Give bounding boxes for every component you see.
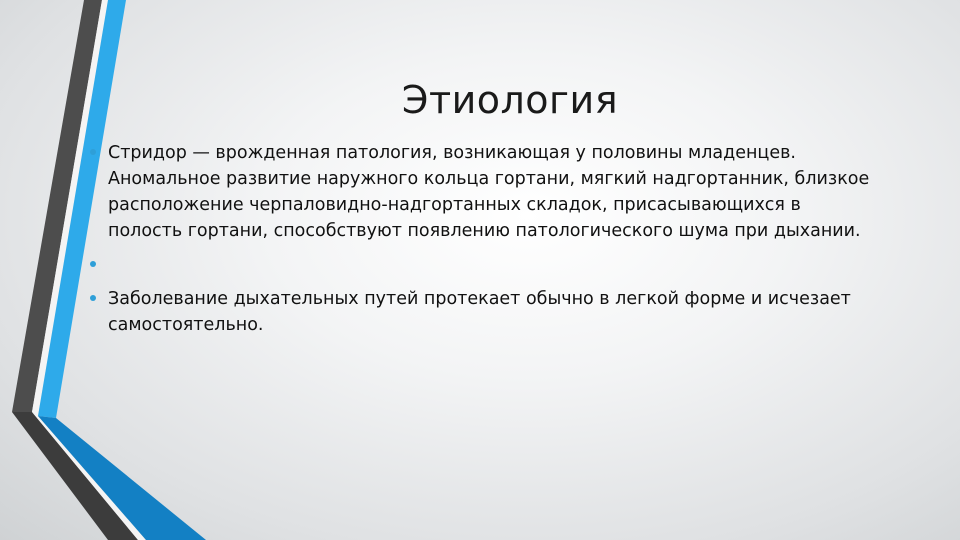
list-item — [90, 140, 870, 244]
slide-title: Этиология — [401, 78, 619, 122]
bullet-list — [90, 140, 870, 346]
bullet-text: Стридор — врожденная патология, возникающая у половины младенцев. Аномальное развитие наружного кольца гортани, мягкий надгортанник, близкое расположение черпаловидно-надгортанных складок, присасывающихся в полость гортани, способствуют появлению патологического шума при дыхании. — [108, 143, 870, 241]
bullet-icon — [90, 295, 96, 301]
bullet-text: Заболевание дыхательных путей протекает обычно в легкой форме и исчезает самостоятельно. — [108, 289, 851, 335]
bullet-icon — [90, 261, 96, 267]
bullet-icon — [90, 149, 96, 155]
list-item — [90, 252, 870, 278]
light-diagonal-stripe — [32, 412, 146, 540]
list-item — [90, 286, 870, 338]
